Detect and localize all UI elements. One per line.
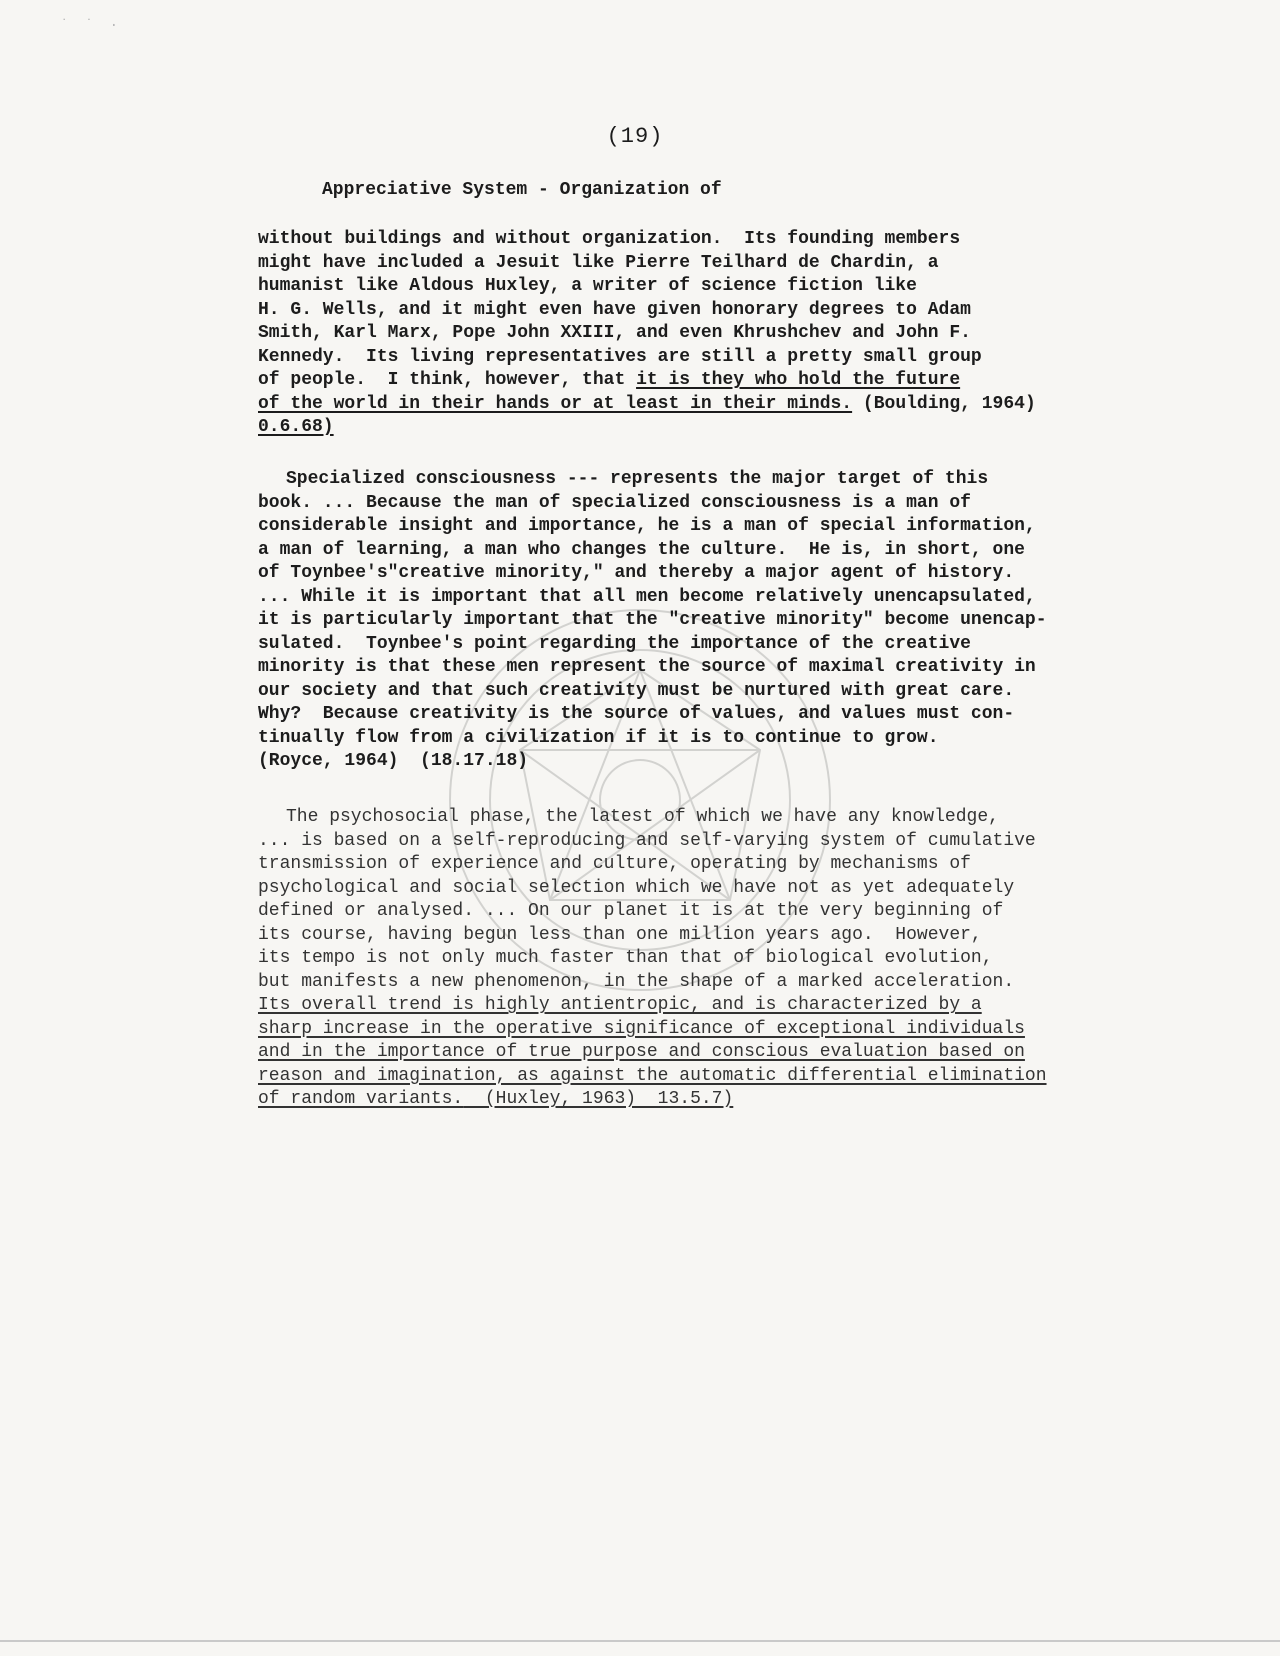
text-line: Smith, Karl Marx, Pope John XXIII, and even Khrushchev and John F. xyxy=(258,323,971,343)
text-line: it is particularly important that the "creative minority" become unencap- xyxy=(258,610,1047,630)
text-line: a man of learning, a man who changes the culture. He is, in short, one xyxy=(258,539,1025,560)
underlined-text: it is they who hold the future xyxy=(636,370,961,390)
text-line: of Toynbee's"creative minority," and thereby a major agent of history. xyxy=(258,563,1015,583)
text-line: book. ... Because the man of specialized consciousness is a man of xyxy=(258,492,971,513)
text-line: without buildings and without organization. Its founding members xyxy=(258,229,961,249)
underlined-text: and in the importance of true purpose and conscious evaluation based on xyxy=(258,1042,1025,1062)
text-line: ... While it is important that all men become relatively unencapsulated, xyxy=(258,586,1036,607)
quote-huxley xyxy=(258,806,1138,1112)
text-line: sulated. Toynbee's point regarding the importance of the creative xyxy=(258,633,971,654)
page-heading: Appreciative System - Organization of xyxy=(322,180,722,200)
text-line: psychological and social selection which we have not as yet adequately xyxy=(258,877,1015,898)
text-line: transmission of experience and culture, operating by mechanisms of xyxy=(258,854,971,874)
underlined-text: sharp increase in the operative significance of exceptional individuals xyxy=(258,1018,1025,1039)
text-line: H. G. Wells, and it might even have given honorary degrees to Adam xyxy=(258,299,971,320)
text-line: defined or analysed. ... On our planet it is at the very beginning of xyxy=(258,901,1004,921)
text-line: but manifests a new phenomenon, in the shape of a marked acceleration. xyxy=(258,971,1015,992)
text-line: tinually flow from a civilization if it is to continue to grow. xyxy=(258,727,939,748)
underlined-text: of the world in their hands or at least in their minds. xyxy=(258,393,853,414)
text-line xyxy=(258,1088,1138,1112)
quote-boulding xyxy=(258,228,1138,440)
underlined-text: Its overall trend is highly antientropic, and is characterized by a xyxy=(258,995,982,1015)
text-line: humanist like Aldous Huxley, a writer of science fiction like xyxy=(258,276,917,296)
scan-smudge: ˙ ˙ · xyxy=(60,18,123,34)
text-segment: of people. I think, however, that xyxy=(258,370,637,390)
underlined-text: reason and imagination, as against the automatic differential elimination xyxy=(258,1065,1047,1086)
text-line: its tempo is not only much faster than that of biological evolution, xyxy=(258,948,993,968)
text-line: The psychosocial phase, the latest of which we have any knowledge, xyxy=(286,807,999,827)
text-line: its course, having begun less than one million years ago. However, xyxy=(258,924,982,945)
text-line: minority is that these men represent the source of maximal creativity in xyxy=(258,657,1036,677)
text-line: Specialized consciousness --- represents the major target of this xyxy=(286,469,989,489)
text-line: our society and that such creativity must be nurtured with great care. xyxy=(258,680,1015,701)
text-line xyxy=(258,416,1138,440)
citation: (Royce, 1964) (18.17.18) xyxy=(258,751,529,771)
text-line: ... is based on a self-reproducing and self-varying system of cumulative xyxy=(258,830,1036,851)
citation: (Boulding, 1964) xyxy=(852,393,1036,414)
reference-code: 0.6.68) xyxy=(258,417,334,437)
underlined-text: of random variants. xyxy=(258,1089,464,1109)
text-line: Why? Because creativity is the source of values, and values must con- xyxy=(258,704,1015,724)
text-line: might have included a Jesuit like Pierre Teilhard de Chardin, a xyxy=(258,252,939,273)
page-number: (19) xyxy=(606,124,664,149)
text-line: considerable insight and importance, he is a man of special information, xyxy=(258,516,1036,536)
text-line: Kennedy. Its living representatives are still a pretty small group xyxy=(258,346,982,367)
scan-edge xyxy=(0,1640,1280,1642)
text-line xyxy=(258,369,1138,393)
text-line xyxy=(258,393,1138,417)
quote-royce xyxy=(258,468,1138,774)
citation: (Huxley, 1963) 13.5.7) xyxy=(463,1089,734,1109)
